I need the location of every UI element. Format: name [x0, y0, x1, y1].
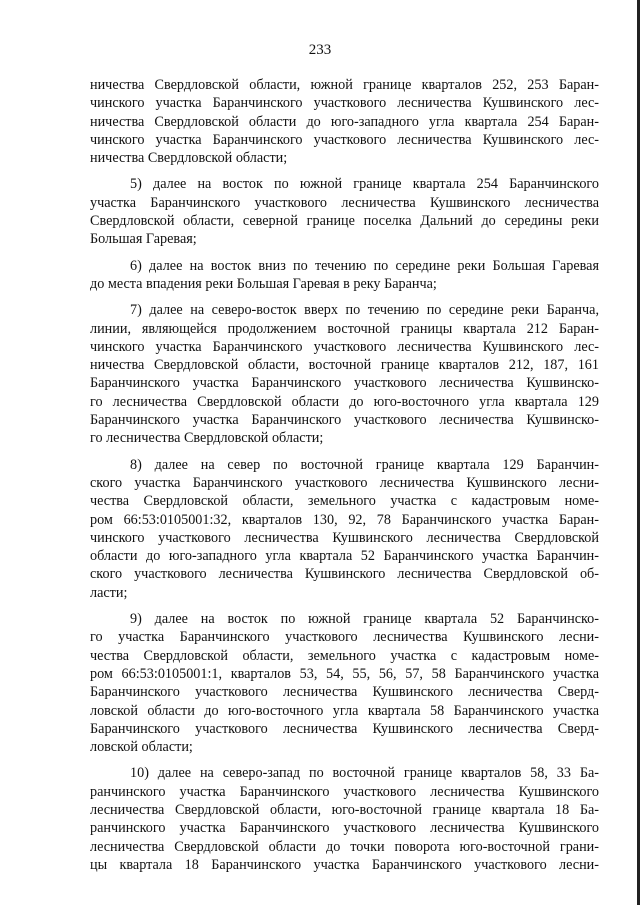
text-line: 9) далее на восток по южной границе квартала 52 Баранчинско-: [130, 611, 599, 628]
paragraph-p9: [90, 610, 599, 756]
paragraph-p6: [90, 257, 599, 294]
text-line: 6) далее на восток вниз по течению по середине реки Большая Гаревая: [130, 257, 599, 274]
text-line: ского участкового лесничества Кушвинского лесничества Свердловской об-: [90, 566, 599, 583]
text-line: ласти;: [90, 584, 128, 601]
paragraph-p5: [90, 175, 599, 248]
text-line: линии, являющейся продолжением восточной границы квартала 212 Баран-: [90, 320, 599, 337]
text-line: чества Свердловской области, земельного участка с кадастровым номе-: [90, 493, 599, 510]
text-line: чинского участка Баранчинского участкового лесничества Кушвинского лес-: [90, 338, 599, 355]
text-line: ничества Свердловской области, южной границе кварталов 252, 253 Баран-: [90, 77, 599, 93]
text-line: ром 66:53:0105001:32, кварталов 130, 92, 78 Баранчинского участка Баран-: [90, 511, 599, 528]
text-line: ранчинского участка Баранчинского участкового лесничества Кушвинского: [90, 783, 599, 800]
text-line: ранчинского участка Баранчинского участкового лесничества Кушвинского: [90, 820, 599, 837]
text-line: го лесничества Свердловской области;: [90, 430, 324, 447]
document-body: [90, 76, 599, 882]
text-line: лесничества Свердловской области, юго-восточной границе квартала 18 Ба-: [90, 801, 599, 818]
text-line: 5) далее на восток по южной границе квартала 254 Баранчинского: [130, 176, 599, 193]
text-line: Баранчинского участка Баранчинского участкового лесничества Кушвинско-: [90, 375, 599, 392]
text-line: чинского участка Баранчинского участкового лесничества Кушвинского лес-: [90, 131, 599, 148]
text-line: области до юго-западного угла квартала 52 Баранчинского участка Баранчин-: [90, 548, 599, 565]
text-line: ничества Свердловской области, восточной границе кварталов 212, 187, 161: [90, 357, 599, 374]
text-line: чества Свердловской области, земельного участка с кадастровым номе-: [90, 647, 599, 664]
text-line: го лесничества Свердловской области до юго-восточного угла квартала 129: [90, 393, 599, 410]
text-line: 7) далее на северо-восток вверх по течению по середине реки Баранча,: [130, 302, 599, 319]
text-line: ничества Свердловской области до юго-западного угла квартала 254 Баран-: [90, 113, 599, 130]
page-number: 233: [308, 42, 332, 58]
text-line: ского участка Баранчинского участкового лесничества Кушвинского лесни-: [90, 474, 599, 491]
text-line: го участка Баранчинского участкового лесничества Кушвинского лесни-: [90, 629, 599, 646]
text-line: ловской области до юго-восточного угла квартала 58 Баранчинского участка: [90, 702, 599, 719]
text-line: Баранчинского участкового лесничества Кушвинского лесничества Сверд-: [90, 684, 599, 701]
text-line: чинского участкового лесничества Кушвинского лесничества Свердловской: [90, 529, 599, 546]
text-line: до места впадения реки Большая Гаревая в реку Баранча;: [90, 275, 437, 292]
text-line: ничества Свердловской области;: [90, 150, 288, 167]
text-line: Свердловской области, северной границе поселка Дальний до середины реки: [90, 213, 599, 230]
text-line: Баранчинского участкового лесничества Кушвинского лесничества Сверд-: [90, 720, 599, 737]
paragraph-p-cont: [90, 76, 599, 167]
text-line: чинского участка Баранчинского участкового лесничества Кушвинского лес-: [90, 95, 599, 112]
paragraph-p10: [90, 764, 599, 874]
paragraph-p7: [90, 301, 599, 447]
text-line: участка Баранчинского участкового лесничества Кушвинского лесничества: [90, 194, 599, 211]
text-line: ром 66:53:0105001:1, кварталов 53, 54, 55, 56, 57, 58 Баранчинского участка: [90, 665, 599, 682]
text-line: Большая Гаревая;: [90, 231, 197, 248]
paragraph-p8: [90, 456, 599, 602]
text-line: 10) далее на северо-запад по восточной границе кварталов 58, 33 Ба-: [130, 765, 599, 782]
text-line: 8) далее на север по восточной границе квартала 129 Баранчин-: [130, 456, 599, 473]
text-line: Баранчинского участка Баранчинского участкового лесничества Кушвинско-: [90, 412, 599, 429]
text-line: лесничества Свердловской области до точки поворота юго-восточной грани-: [90, 838, 599, 855]
text-line: ловской области;: [90, 739, 193, 756]
text-line: цы квартала 18 Баранчинского участка Баранчинского участкового лесни-: [90, 856, 599, 873]
